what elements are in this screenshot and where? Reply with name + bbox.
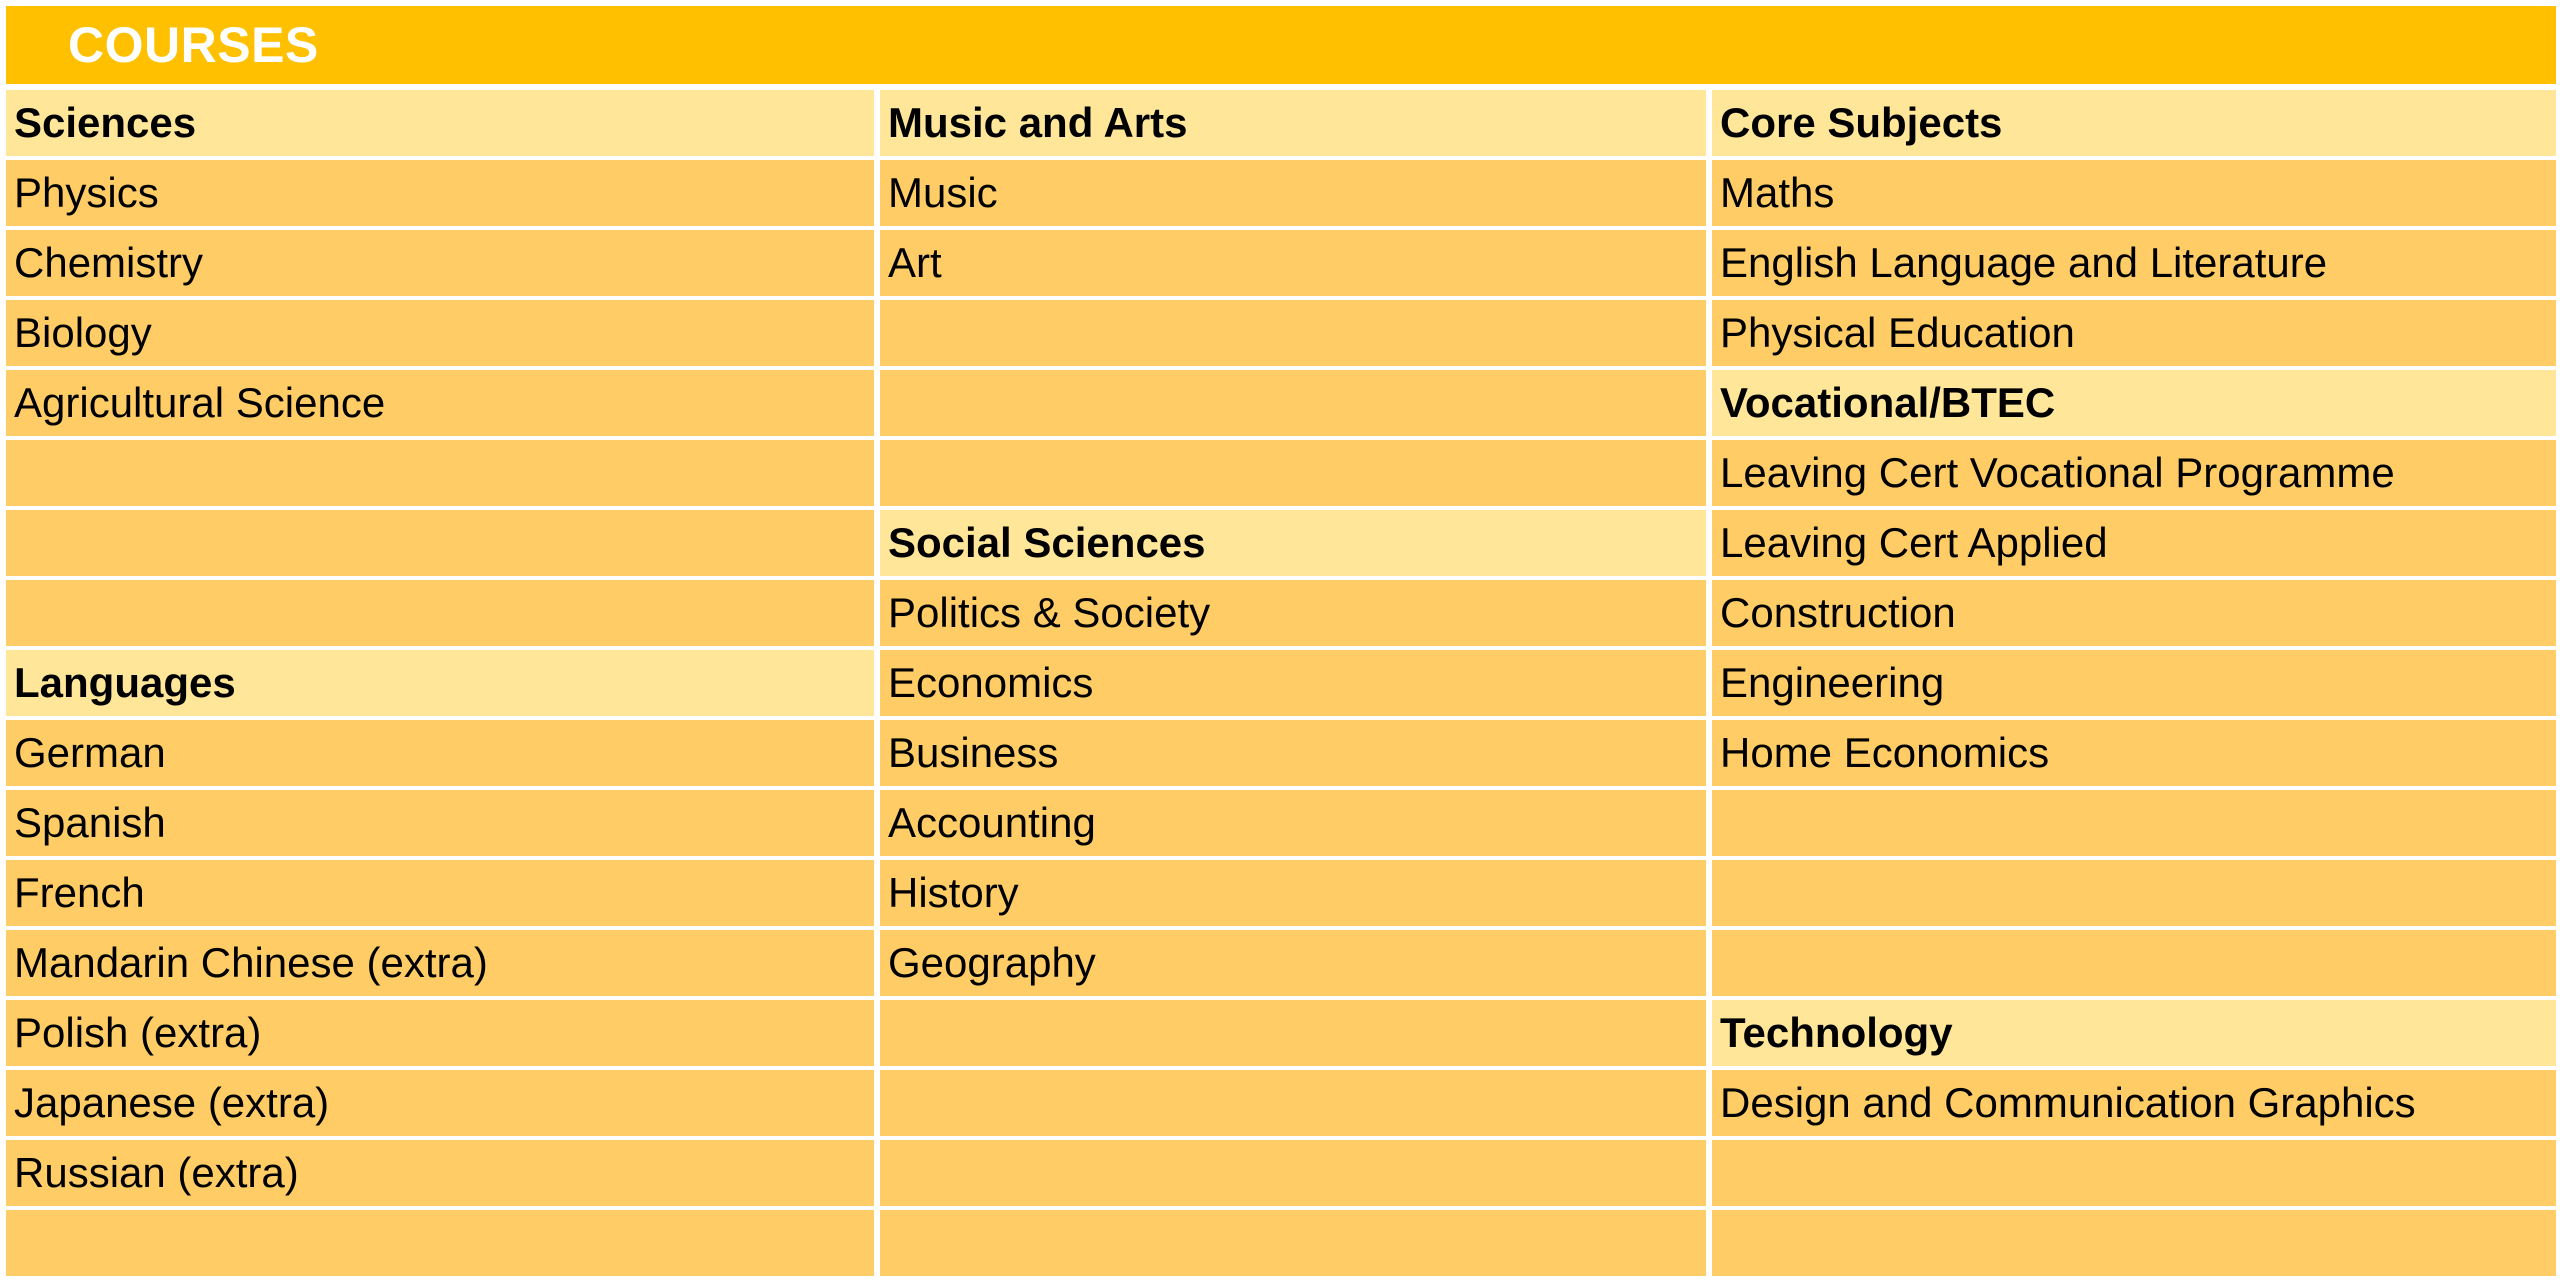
course-cell: Chemistry <box>6 230 874 296</box>
course-cell: Art <box>880 230 1706 296</box>
course-cell: Spanish <box>6 790 874 856</box>
empty-cell <box>880 1000 1706 1066</box>
empty-cell <box>1712 1140 2556 1206</box>
empty-cell <box>880 440 1706 506</box>
course-cell: English Language and Literature <box>1712 230 2556 296</box>
course-cell: History <box>880 860 1706 926</box>
empty-cell <box>1712 860 2556 926</box>
empty-cell <box>880 370 1706 436</box>
empty-cell <box>880 1140 1706 1206</box>
course-cell: Economics <box>880 650 1706 716</box>
empty-cell <box>6 1210 874 1276</box>
course-cell: Engineering <box>1712 650 2556 716</box>
course-cell: Leaving Cert Applied <box>1712 510 2556 576</box>
course-cell: Maths <box>1712 160 2556 226</box>
empty-cell <box>6 440 874 506</box>
course-cell: Accounting <box>880 790 1706 856</box>
course-cell: Physics <box>6 160 874 226</box>
course-cell: Leaving Cert Vocational Programme <box>1712 440 2556 506</box>
section-header: Sciences <box>6 90 874 156</box>
section-header: Music and Arts <box>880 90 1706 156</box>
page-title: COURSES <box>6 6 2556 84</box>
course-cell: French <box>6 860 874 926</box>
course-cell: Construction <box>1712 580 2556 646</box>
course-cell: Biology <box>6 300 874 366</box>
course-cell: Home Economics <box>1712 720 2556 786</box>
empty-cell <box>880 1070 1706 1136</box>
course-cell: Polish (extra) <box>6 1000 874 1066</box>
empty-cell <box>6 580 874 646</box>
empty-cell <box>6 510 874 576</box>
section-header: Vocational/BTEC <box>1712 370 2556 436</box>
course-cell: Agricultural Science <box>6 370 874 436</box>
course-cell: Music <box>880 160 1706 226</box>
course-cell: Russian (extra) <box>6 1140 874 1206</box>
section-header: Technology <box>1712 1000 2556 1066</box>
empty-cell <box>1712 1210 2556 1276</box>
section-header: Languages <box>6 650 874 716</box>
course-cell: Business <box>880 720 1706 786</box>
empty-cell <box>1712 790 2556 856</box>
course-cell: Design and Communication Graphics <box>1712 1070 2556 1136</box>
section-header: Social Sciences <box>880 510 1706 576</box>
courses-table <box>6 90 2556 1276</box>
course-cell: Physical Education <box>1712 300 2556 366</box>
courses-sheet <box>6 6 2556 1276</box>
course-cell: Japanese (extra) <box>6 1070 874 1136</box>
empty-cell <box>1712 930 2556 996</box>
course-cell: Geography <box>880 930 1706 996</box>
course-cell: Politics & Society <box>880 580 1706 646</box>
empty-cell <box>880 1210 1706 1276</box>
empty-cell <box>880 300 1706 366</box>
course-cell: German <box>6 720 874 786</box>
section-header: Core Subjects <box>1712 90 2556 156</box>
course-cell: Mandarin Chinese (extra) <box>6 930 874 996</box>
